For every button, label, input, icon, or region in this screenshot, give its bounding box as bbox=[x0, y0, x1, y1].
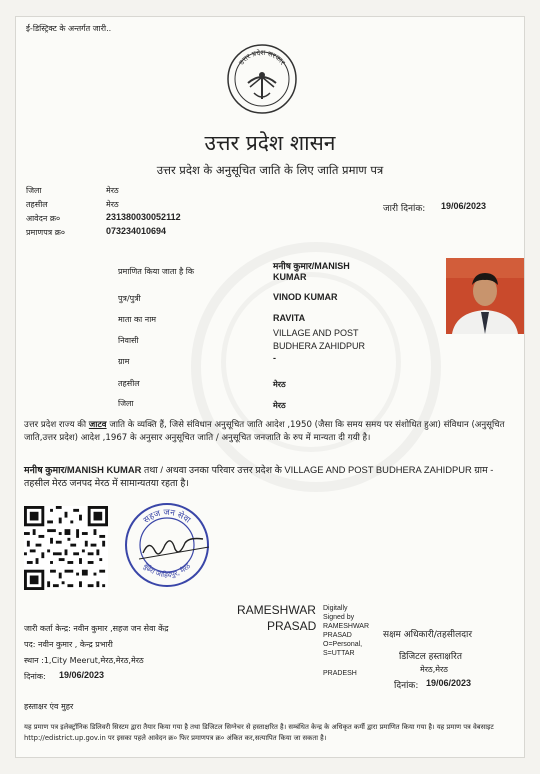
issuer-date-label: दिनांक: bbox=[24, 672, 46, 681]
certificate-page bbox=[15, 16, 525, 758]
signature-seal-label: हस्ताक्षर एंव मुहर bbox=[24, 702, 74, 711]
mother-name-label: माता का नाम bbox=[118, 315, 157, 324]
document-subtitle: उत्तर प्रदेश के अनुसूचित जाति के लिए जाति प्रमाण पत्र bbox=[156, 163, 384, 177]
authority-date-label: दिनांक: bbox=[394, 681, 419, 691]
svg-text:बुढेरा जाहिदपुर, मेरठ bbox=[142, 562, 193, 580]
svg-text:उत्तर प्रदेश सरकार bbox=[237, 48, 286, 67]
issuer-post: पद: नवीन कुमार , केन्द्र प्रभारी bbox=[24, 640, 113, 649]
emblem-text: उत्तर प्रदेश सरकार bbox=[237, 48, 287, 67]
document-title: उत्तर प्रदेश शासन bbox=[204, 131, 336, 155]
header-note: ई-डिस्ट्रिक्ट के अन्तर्गत जारी.. bbox=[26, 24, 112, 33]
issuer-place: स्थान :1,City Meerut,मेरठ,मेरठ,मेरठ bbox=[24, 656, 144, 665]
issue-date-value: 19/06/2023 bbox=[441, 201, 487, 211]
relation-label: पुत्र/पुत्री bbox=[118, 294, 141, 303]
authority-title: सक्षम अधिकारी/तहसीलदार bbox=[383, 630, 473, 640]
stamp-bottom-text: बुढेरा जाहिदपुर, मेरठ bbox=[141, 562, 193, 580]
certificate-number-label: प्रमाणपत्र क्र० bbox=[26, 228, 65, 237]
residence-paragraph-body: तथा / अथवा उनका परिवार उत्तर प्रदेश के VILLAGE AND POST BUDHERA ZAHIDPUR ग्राम - तहसील मेरठ जनपद मेरठ में सामान्यतया रहता है। bbox=[24, 464, 494, 488]
authority-place: मेरठ,मेरठ bbox=[420, 665, 448, 674]
issue-date-label: जारी दिनांक: bbox=[383, 204, 426, 214]
signature-detail-2: Signed by bbox=[323, 614, 355, 621]
application-number-value: 231380030052112 bbox=[106, 212, 181, 222]
footer-verification-text: यह प्रमाण पत्र इलेक्ट्रॉनिक डिलिवरी सिस्टम द्वारा तैयार किया गया है तथा डिजिटल सिग्नेचर से हस्ताक्षरित है। सम्बंधित केन्द्र के अधिकृत कर्मी द्वारा प्रमाणित किया गया है। यह प्रमाण पत्र वेबसाइट http://edistrict.up.gov.in पर इसका पहले आवेदन क्र० फिर प्रमाणपत्र क्र० अंकित कर,सत्यापित किया जा सकता है। bbox=[24, 723, 494, 742]
verification-qr-code bbox=[24, 506, 108, 590]
details-tehsil-value: मेरठ bbox=[273, 380, 286, 389]
stamp-top-text: सहज जन सेवा bbox=[141, 507, 193, 526]
father-name-value: VINOD KUMAR bbox=[273, 292, 338, 302]
signature-detail-6: S=UTTAR bbox=[323, 650, 355, 657]
signature-detail-1: Digitally bbox=[323, 605, 348, 612]
application-number-label: आवेदन क्र० bbox=[26, 214, 61, 223]
mother-name-value: RAVITA bbox=[273, 313, 306, 323]
applicant-name-line1: मनीष कुमार/MANISH bbox=[273, 261, 350, 271]
applicant-name-line2: KUMAR bbox=[273, 272, 307, 282]
tehsil-label: तहसील bbox=[26, 200, 48, 209]
authority-date-value: 19/06/2023 bbox=[426, 678, 472, 688]
resident-label: निवासी bbox=[118, 336, 139, 345]
issuer-date-value: 19/06/2023 bbox=[59, 670, 105, 680]
resident-line1: VILLAGE AND POST bbox=[273, 328, 359, 338]
authority-digitally-signed: डिजिटल हस्ताक्षरित bbox=[399, 652, 462, 662]
caste-paragraph-body: जाति के व्यक्ति हैं, जिसे संविधान अनुसूचित जाति आदेश ,1950 (जैसा कि समय समय पर संशोधित हुआ) संविधान (अनुसूचित जाति,उत्तर प्रदेश) आदेश ,1967 के अनुसार अनुसूचित जाति / अनुसूचित जनजाति के रुप में मान्यता दी गयी है। bbox=[24, 420, 505, 443]
tehsil-value: मेरठ bbox=[106, 200, 119, 209]
signature-detail-5: O=Personal, bbox=[323, 641, 363, 648]
signer-name-line1: RAMESHWAR bbox=[237, 603, 316, 617]
signer-name-line2: PRASAD bbox=[267, 619, 317, 633]
svg-text:सहज जन सेवा bbox=[142, 508, 193, 526]
up-government-emblem bbox=[226, 43, 298, 115]
issuing-center: जारी कर्ता केन्द्र: नवीन कुमार ,सहज जन सेवा केंद्र bbox=[24, 624, 169, 633]
details-district-value: मेरठ bbox=[273, 401, 286, 410]
certificate-number-value: 073234010694 bbox=[106, 226, 167, 236]
applicant-photo bbox=[446, 258, 524, 334]
caste-paragraph-intro: उत्तर प्रदेश राज्य की bbox=[24, 420, 87, 430]
signature-detail-3: RAMESHWAR bbox=[323, 623, 370, 630]
caste-name: जाटव bbox=[88, 420, 107, 430]
village-value: - bbox=[273, 353, 276, 363]
caste-paragraph bbox=[24, 419, 514, 445]
resident-line2: BUDHERA ZAHIDPUR bbox=[273, 341, 366, 351]
certified-label: प्रमाणित किया जाता है कि bbox=[118, 267, 195, 276]
district-label: जिला bbox=[26, 186, 42, 195]
details-district-label: जिला bbox=[118, 399, 134, 408]
service-center-stamp bbox=[123, 501, 211, 589]
district-value: मेरठ bbox=[106, 186, 119, 195]
digital-signature-details bbox=[323, 604, 369, 658]
residence-paragraph bbox=[24, 463, 514, 489]
residence-paragraph-name: मनीष कुमार/MANISH KUMAR bbox=[24, 464, 142, 475]
details-tehsil-label: तहसील bbox=[118, 379, 140, 388]
signature-detail-4: PRASAD bbox=[323, 632, 352, 639]
signature-detail-7: PRADESH bbox=[323, 670, 357, 677]
village-label: ग्राम bbox=[118, 357, 130, 366]
